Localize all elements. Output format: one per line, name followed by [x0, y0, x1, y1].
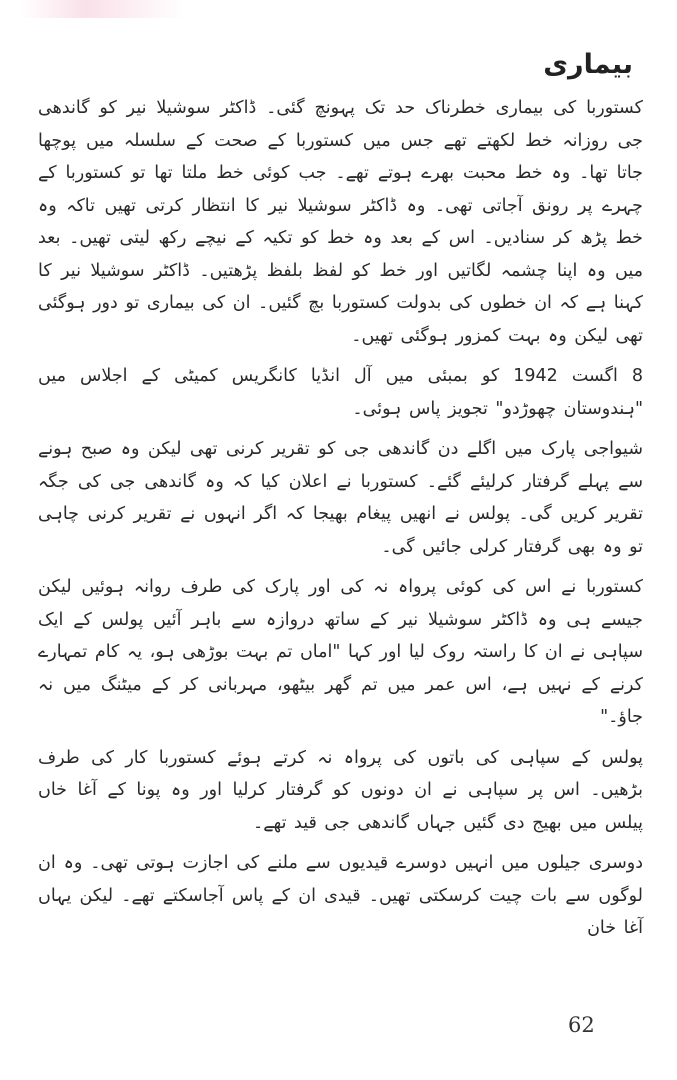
document-page	[38, 40, 643, 953]
paragraph-1: کستوربا کی بیماری خطرناک حد تک پہونچ گئی۔ ڈاکٹر سوشیلا نیر کو گاندھی جی روزانہ خط لکھتے تھے جس میں کستوربا کے صحت کے سلسلہ میں پوچھا جاتا تھا۔ وہ خط محبت بھرے ہوتے تھے۔ جب کوئی خط ملتا تھا تو کستوربا کے چہرے پر رونق آجاتی تھی۔ وہ ڈاکٹر سوشیلا نیر کا انتظار کرتی تھیں تاکہ وہ خط پڑھ کر سنادیں۔ اس کے بعد وہ خط کو تکیہ کے نیچے رکھ لیتی تھیں۔ بعد میں وہ اپنا چشمہ لگاتیں اور خط کو لفظ بلفظ پڑھتیں۔ ڈاکٹر سوشیلا نیر کا کہنا ہے کہ ان خطوں کی بدولت کستوربا بچ گئیں۔ ان کی بیماری تو دور ہوگئی تھی لیکن وہ بہت کمزور ہوگئی تھیں۔	[38, 98, 643, 346]
page-smudge	[20, 0, 185, 18]
paragraph-5: پولس کے سپاہی کی باتوں کی پرواہ نہ کرتے ہوئے کستوربا کار کی طرف بڑھیں۔ اس پر سپاہی نے ان دونوں کو گرفتار کرلیا اور وہ پونا کے آغا خاں پیلس میں بھیج دی گئیں جہاں گاندھی جی قید تھے۔	[38, 747, 643, 833]
page-number: 62	[568, 1013, 595, 1037]
chapter-title: بیماری	[543, 49, 633, 80]
paragraph-3: شیواجی پارک میں اگلے دن گاندھی جی کو تقریر کرنی تھی لیکن وہ صبح ہونے سے پہلے گرفتار کرلیئے گئے۔ کستوربا نے اعلان کیا کہ وہ گاندھی جی کی جگہ تقریر کریں گی۔ پولس نے انھیں پیغام بھیجا کہ اگر انہوں نے تقریر کرنی چاہی تو وہ بھی گرفتار کرلی جائیں گی۔	[38, 439, 643, 557]
paragraph-6: دوسری جیلوں میں انہیں دوسرے قیدیوں سے ملنے کی اجازت ہوتی تھی۔ وہ ان لوگوں سے بات چیت کرسکتی تھیں۔ قیدی ان کے پاس آجاسکتے تھے۔ لیکن یہاں آغا خان	[38, 853, 643, 938]
paragraph-4: کستوربا نے اس کی کوئی پرواہ نہ کی اور پارک کی طرف روانہ ہوئیں لیکن جیسے ہی وہ ڈاکٹر سوشیلا نیر کے ساتھ دروازہ سے باہر آئیں پولس کے ایک سپاہی نے ان کا راستہ روک لیا اور کہا "اماں تم بہت بوڑھی ہو، یہ کام تمہارے کرنے کے نہیں ہے، اس عمر میں تم گھر بیٹھو، مہربانی کر کے میٹنگ میں نہ جاؤ۔"	[38, 577, 643, 727]
paragraph-2: 8 اگست 1942 کو بمبئی میں آل انڈیا کانگریس کمیٹی کے اجلاس میں "ہندوستان چھوڑدو" تجویز پاس ہوئی۔	[38, 366, 643, 419]
